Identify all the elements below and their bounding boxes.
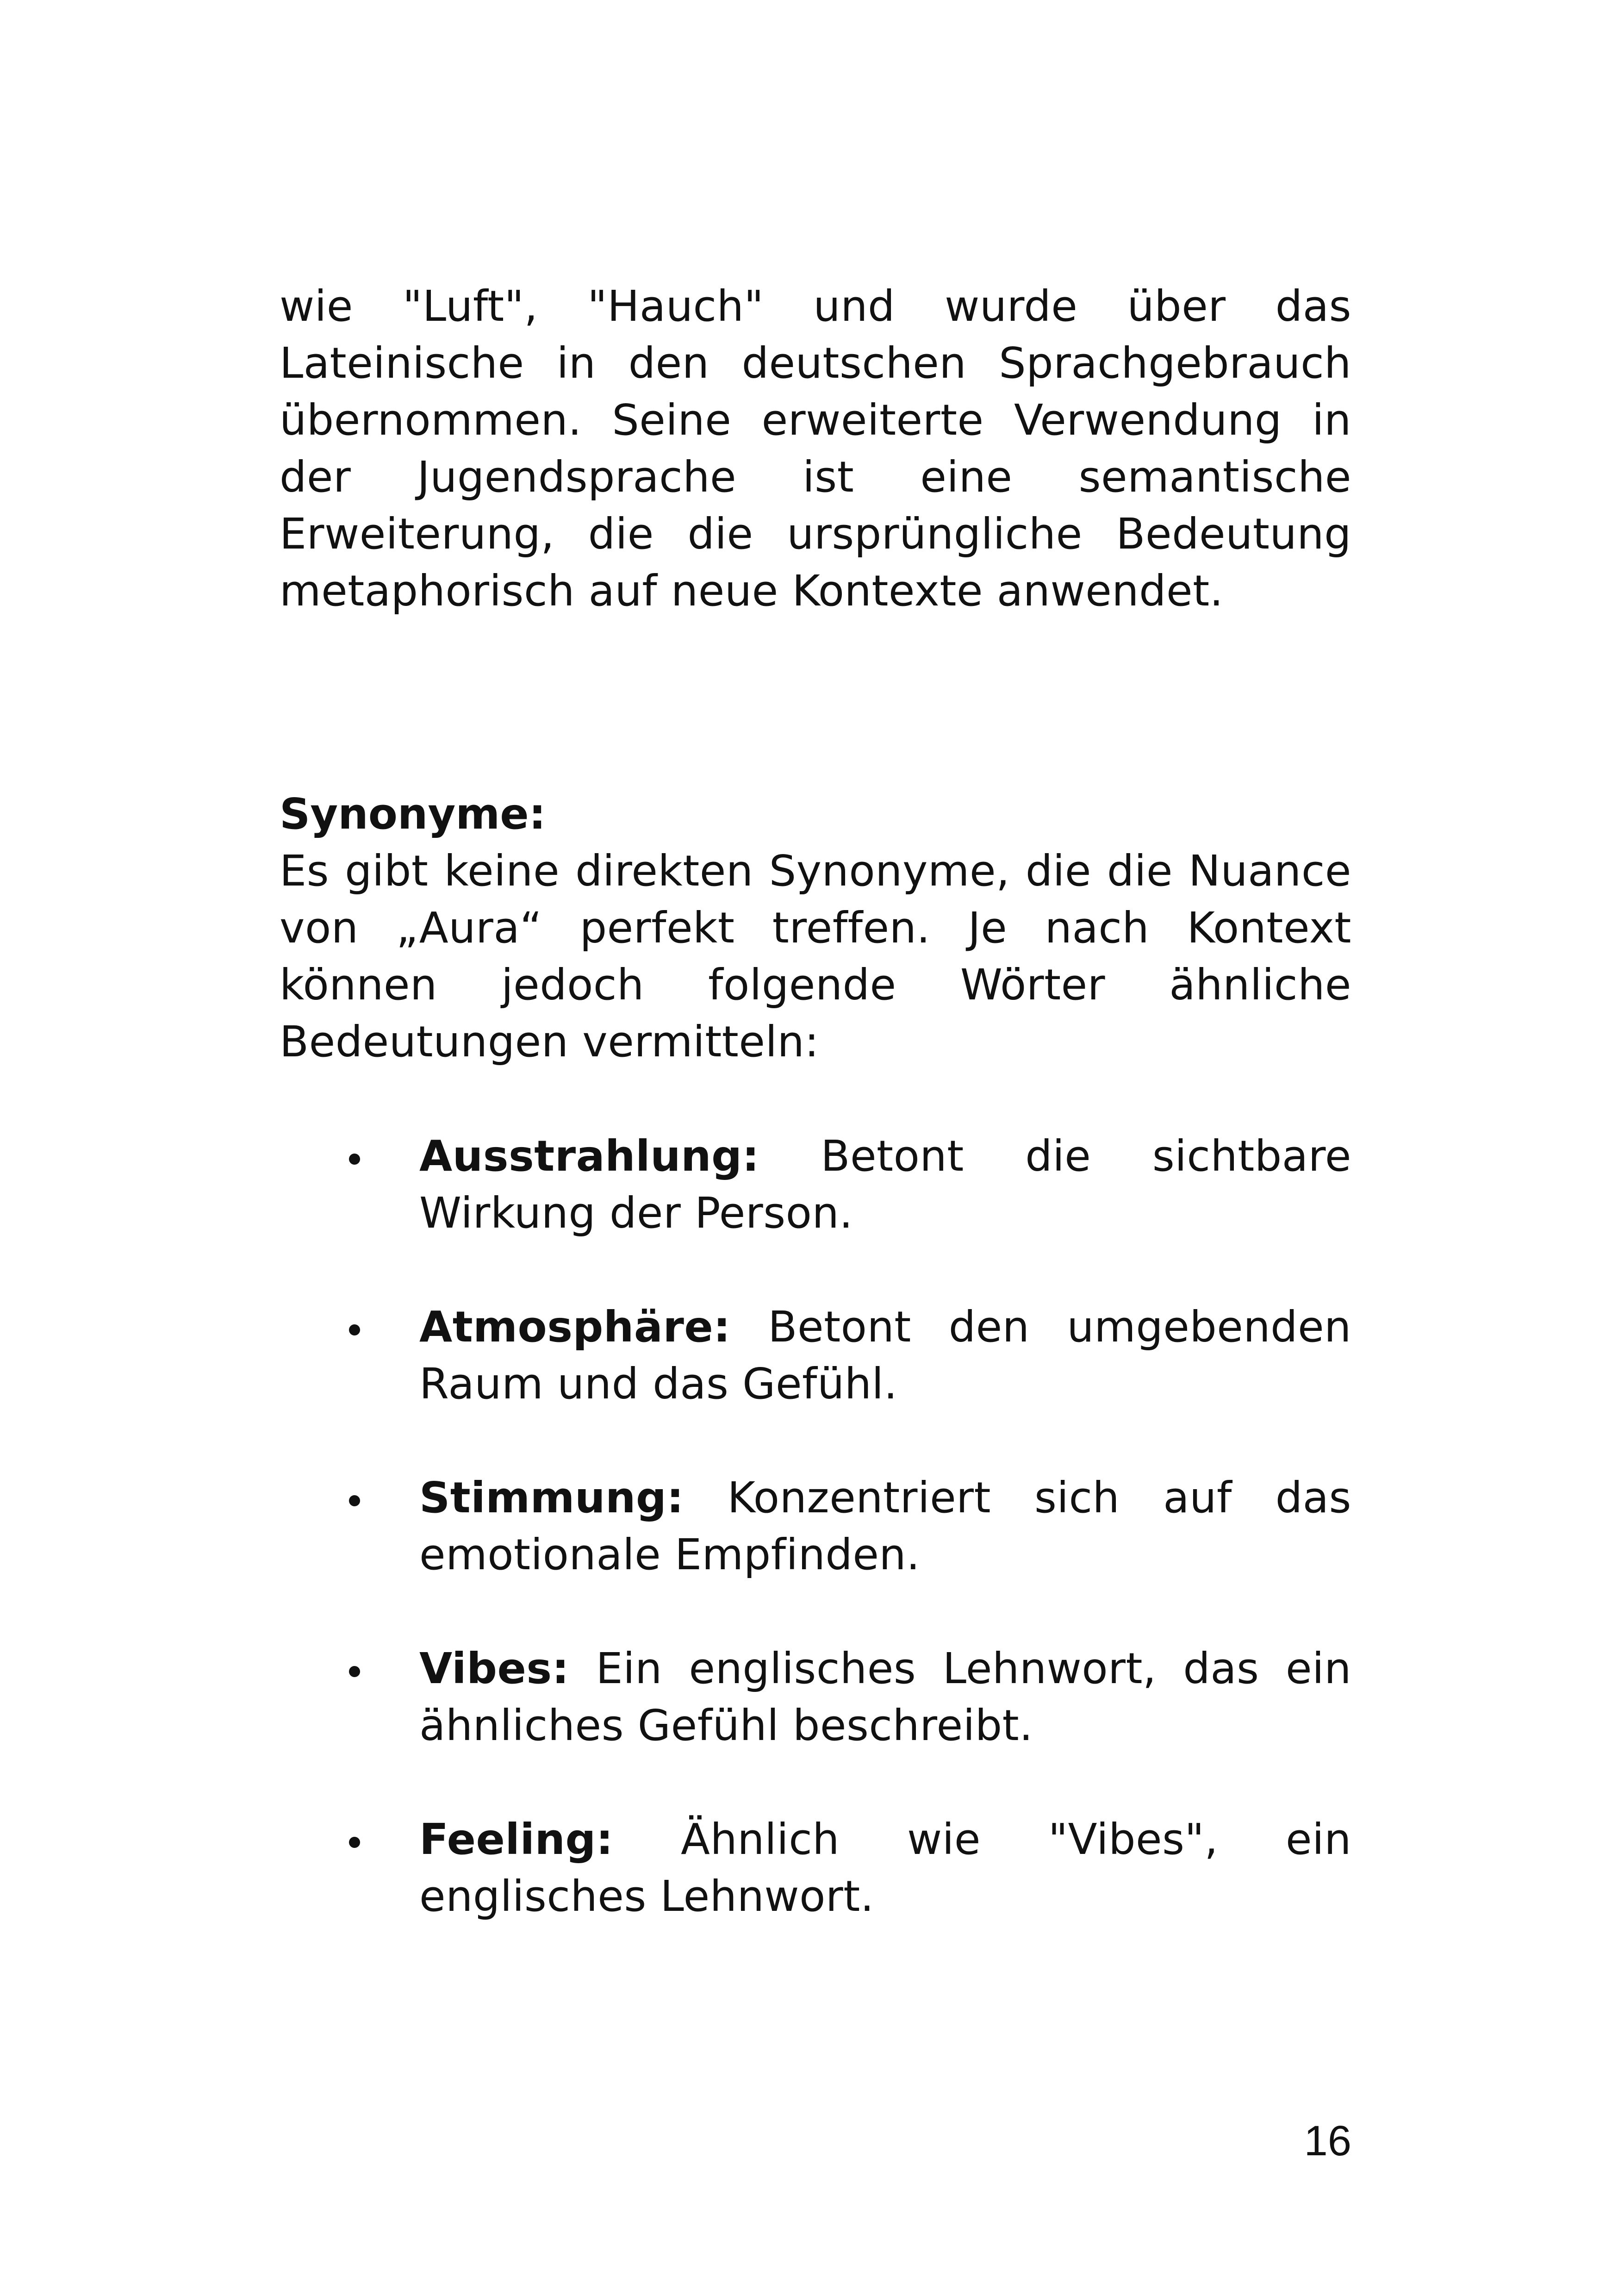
synonym-term: Ausstrahlung: — [419, 1131, 759, 1181]
intro-paragraph: wie "Luft", "Hauch" und wurde über das Lateinische in den deutschen Sprachgebrauch übernommen. Seine erweiterte Verwendung in der Jugendsprache ist eine semantische Erweiterung, die die ursprüngliche Bedeutung metaphorisch auf neue Kontexte anwendet. — [280, 281, 1351, 616]
synonym-description: Betont den umgebenden Raum und das Gefühl. — [419, 1302, 1351, 1409]
list-item — [280, 1640, 1351, 1754]
bullet-icon — [349, 1837, 360, 1848]
synonym-description: Konzentriert sich auf das emotionale Empfinden. — [419, 1473, 1351, 1579]
synonyms-heading: Synonyme: — [280, 789, 546, 839]
synonym-term: Vibes: — [419, 1644, 569, 1693]
synonym-term: Atmosphäre: — [419, 1302, 731, 1352]
synonym-term: Feeling: — [419, 1815, 614, 1864]
list-item — [280, 1811, 1351, 1925]
bullet-icon — [349, 1495, 360, 1506]
synonym-description: Ein englisches Lehnwort, das ein ähnliches Gefühl beschreibt. — [419, 1644, 1352, 1750]
synonyms-list — [280, 1128, 1351, 1925]
bullet-icon — [349, 1154, 360, 1165]
list-item — [280, 1469, 1351, 1583]
page-number: 16 — [1304, 2117, 1351, 2165]
synonym-description: Ähnlich wie "Vibes", ein englisches Lehnwort. — [419, 1815, 1351, 1921]
bullet-icon — [349, 1324, 360, 1335]
list-item — [280, 1298, 1351, 1412]
bullet-icon — [349, 1666, 360, 1677]
list-item — [280, 1128, 1351, 1242]
synonym-term: Stimmung: — [419, 1473, 684, 1522]
synonyms-intro-paragraph: Es gibt keine direkten Synonyme, die die Nuance von „Aura“ perfekt treffen. Je nach Kontext können jedoch folgende Wörter ähnliche Bedeutungen vermitteln: — [280, 846, 1351, 1067]
synonym-description: Betont die sichtbare Wirkung der Person. — [419, 1131, 1352, 1238]
